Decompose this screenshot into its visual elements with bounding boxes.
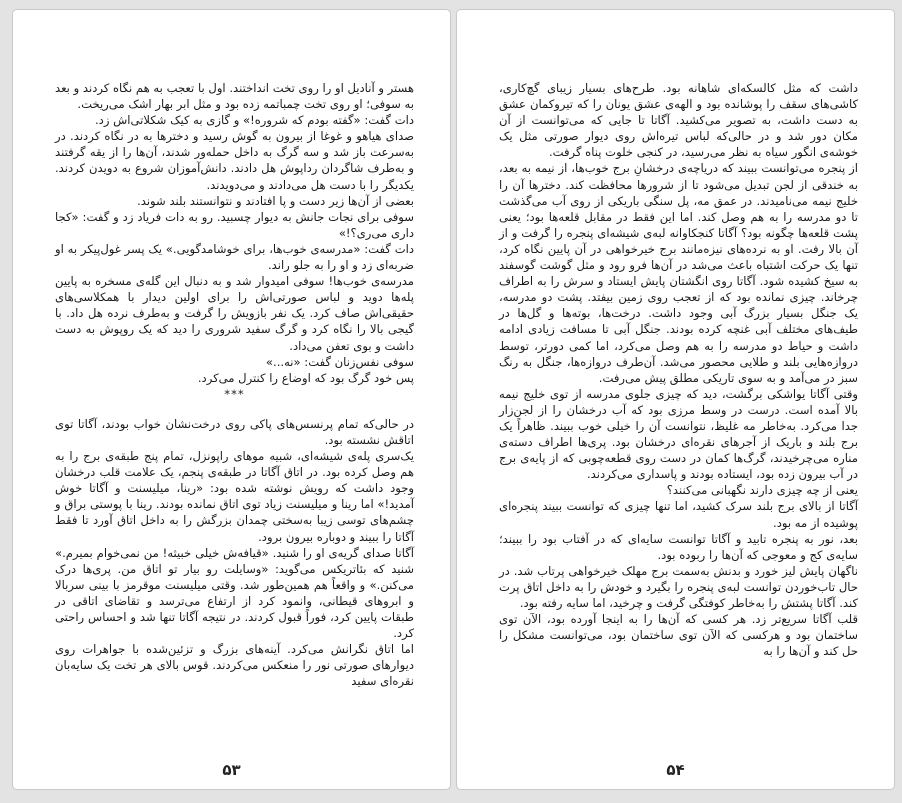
paragraph: آگاتا صدای گریه‌ی او را شنید. «قیافه‌ش خیلی خبیثه! من نمی‌خوام بمیرم.» شنید که بئاتریکس می‌گوید: «وسایلت رو بیار تو اتاق من. پری‌ها درک می‌کنن.» و واقعاً هم همین‌طور شد. وقتی میلیسنت موقرمز با بینی سربالا و ابروهای قیطانی، وانمود کرد از ارتفاع می‌ترسد و تقاضای اتاقی در طبقات پایین کرد، فوراً قبول کردند. در نتیجه آگاتا تنها شد و احساس راحتی کرد. xyxy=(55,545,414,641)
paragraph: دات گفت: «مدرسه‌ی خوب‌ها، برای خوشامدگویی.» یک پسر غول‌پیکر به او ضربه‌ای زد و او را به جلو راند. xyxy=(55,241,414,273)
page-number: ۵۳ xyxy=(222,761,241,779)
section-separator: *** xyxy=(224,386,245,401)
paragraph: پس خود گرگ بود که اوضاع را کنترل می‌کرد. xyxy=(197,370,414,385)
page-number: ۵۴ xyxy=(666,761,685,779)
paragraph: صدای هیاهو و غوغا از بیرون به گوش رسید و دخترها به در نگاه کردند. در به‌سرعت باز شد و سه گرگ به داخل حمله‌ور شدند، آن‌ها را از یقه گرفتند و به‌طرف شاگردان ردا‌پوش هل دادند. دانش‌آموزان شروع به دویدن کردند. یکدیگر را با دست هل می‌دادند و می‌دویدند. xyxy=(55,129,414,192)
paragraph: هستر و آنادیل او را روی تخت انداختند. اول با تعجب به هم نگاه کردند و بعد به سوفی؛ او روی تخت چمباتمه زده بود و مثل ابر بهار اشک می‌ریخت. xyxy=(55,81,414,112)
paragraph: اما اتاق نگرانش می‌کرد. آینه‌های بزرگ و تزئین‌شده با جواهرات روی دیوارهای صورتی نور را منعکس می‌کردند. قوس بالای هر تخت یک سایه‌بان نقره‌ای سفید xyxy=(55,642,414,689)
paragraph: سوفی برای نجات جانش به دیوار چسبید. رو به دات فریاد زد و گفت: «کجا داری می‌ری؟!» xyxy=(55,209,414,240)
paragraph: یک‌سری پله‌ی شیشه‌ای، شبیه موهای راپونزل، تمام پنج طبقه‌ی برج را به هم وصل کرده بود. در اتاق آگاتا در طبقه‌ی پنجم، یک علامت قلب درخشان وجود داشت که رویش نوشته شده بود: «رینا، میلیسنت و آگاتا خوش آمدید!» اما رینا و میلیسنت زیاد توی اتاق نمانده بودند. رینا با پوستی براق و چشم‌های توسی زیبا به‌سختی چمدان بزرگش را به داخل اتاق آورد تا فقط آگاتا را ببیند و دوباره بیرون برود. xyxy=(55,449,414,544)
paragraph: بعضی از آن‌ها زیر دست و پا افتادند و نتوانستند بلند شوند. xyxy=(137,193,414,208)
right-page-text xyxy=(499,80,858,659)
paragraph: وقتی آگاتا یواشکی برگشت، دید که چیزی جلوی مدرسه از توی خلیج نیمه بالا آمده است. درست در وسط مرزی بود که آب درخشان را از لجن‌زار جدا می‌کرد. به‌خاطر مه غلیظ، نتوانست آن را خیلی خوب ببیند. ظاهراً یک برج بلند و باریک از آجرهای نقره‌ای درخشان بود. پری‌ها اطراف دسته‌ی مناره می‌چرخیدند، گرگ‌ها کمان در دست روی قطعه‌چوبی که از پایه‌ی برج در آب بیرون زده بود، ایستاده بودند و پاسداری می‌کردند. xyxy=(499,386,858,482)
paragraph: ناگهان پایش لیز خورد و بدنش به‌سمت برج مهلک خیرخواهی پرتاب شد. در حال تاب‌خوردن توانست لبه‌ی پنجره را بگیرد و خودش را به داخل اتاق پرت کند. آگاتا پشتش را به‌خاطر کوفتگی گرفت و چرخید، اما سایه رفته بود. xyxy=(499,563,858,610)
paragraph: دات گفت: «گفته بودم که شروره!» و گازی به کیک شکلاتی‌اش زد. xyxy=(94,113,414,128)
paragraph: از پنجره می‌توانست ببیند که دریاچه‌ی درخشانِ برج خوب‌ها، از نیمه به بعد، به خندقی از لجن تبدیل می‌شود تا از شرورها محافظت کند. دخترها آن را خلیج نیمه می‌نامیدند. در عمق مه، پل سنگی باریکی از روی آب می‌گذشت تا دو مدرسه را به هم وصل کند. اما این فقط در مقابل قلعه‌ها بود؛ یعنی پشت قلعه‌ها چگونه بود؟ آگاتا کنجکاوانه لبه‌ی شیشه‌ای پنجره را گرفت و از آن بالا رفت. او به نرده‌های نیزه‌مانند برج خیرخواهی در آن پایین نگاه کرد، تنها یک حرکت اشتباه باعث می‌شد در آن‌ها فرو رود و مثل گوشت گوسفند به سیخ کشیده شود. آگاتا روی انگشتان پایش ایستاد و سرش را به اطراف چرخاند. چیزی نمانده بود که از تعجب روی زمین بیفتد. پشت دو مدرسه، یک جنگل بسیار بزرگ آبی وجود داشت. درخت‌ها، بوته‌ها و گل‌ها در طیف‌های مختلف آبی غنچه کرده بودند. جنگل آبی تا مسافت زیادی ادامه داشت و حیاط دو مدرسه را به هم وصل می‌کرد، اما کمی دورتر، توسط دروازه‌هایی بلند و طلایی محصور می‌شد. آن‌طرف دروازه‌ها، جنگل به رنگ سبز در می‌آمد و به سوی تاریکی مطلق پیش می‌رفت. xyxy=(499,161,858,385)
paragraph: یعنی از چه چیزی دارند نگهبانی می‌کنند؟ xyxy=(666,483,858,498)
paragraph: قلب آگاتا سریع‌تر زد. هر کسی که آن‌ها را به اینجا آورده بود، الآن توی ساختمان بود و هرکسی که الآن توی ساختمان بود، می‌توانست مشکل را حل کند و آن‌ها را به xyxy=(499,612,858,659)
paragraph: داشت که مثل کالسکه‌ای شاهانه بود. طرح‌های بسیار زیبای گچ‌کاری، کاشی‌های سقف را پوشانده بود و الهه‌ی عشق یونان را که تیروکمان عشق به دست داشت، به تصویر می‌کشید. آگاتا تا جایی که می‌توانست از آن مکان دور شد و در حالی‌که لباس تیره‌اش روی دیوار صورتی مثل یک خوشه‌ی انگور سیاه به نظر می‌رسید، در کنجی خلوت پناه گرفت. xyxy=(499,81,858,160)
left-page xyxy=(12,9,451,790)
paragraph: بعد، نور به پنجره تابید و آگاتا توانست سایه‌ای که در آفتاب بود را ببیند؛ سایه‌ی کج و معوجی که آن‌ها را ربوده بود. xyxy=(499,531,858,562)
paragraph: در حالی‌که تمام پرنسس‌های پاکی روی درخت‌نشان خواب بودند، آگاتا توی اتاقش نشسته بود. xyxy=(55,416,414,447)
left-page-text xyxy=(55,80,414,689)
paragraph: سوفی نفس‌زنان گفت: «نه...» xyxy=(265,354,414,369)
paragraph: آگاتا از بالای برج بلند سرک کشید، اما تنها چیزی که توانست ببیند پنجره‌ای پوشیده از مه بود. xyxy=(499,499,858,530)
paragraph: مدرسه‌ی خوب‌ها! سوفی امیدوار شد و به دنبال این گله‌ی مسخره به پایین پله‌ها دوید و لباس صورتی‌اش را برای اولین دیدار با همکلاسی‌های حقیقی‌اش صاف کرد. یک نفر بازویش را گرفت و به‌طرف نرده هل داد. با گیجی بالا را نگاه کرد و گرگ سفید شروری را دید که یک روپوش به دست داشت و بوی تعفن می‌داد. xyxy=(55,274,414,353)
right-page xyxy=(456,9,895,790)
